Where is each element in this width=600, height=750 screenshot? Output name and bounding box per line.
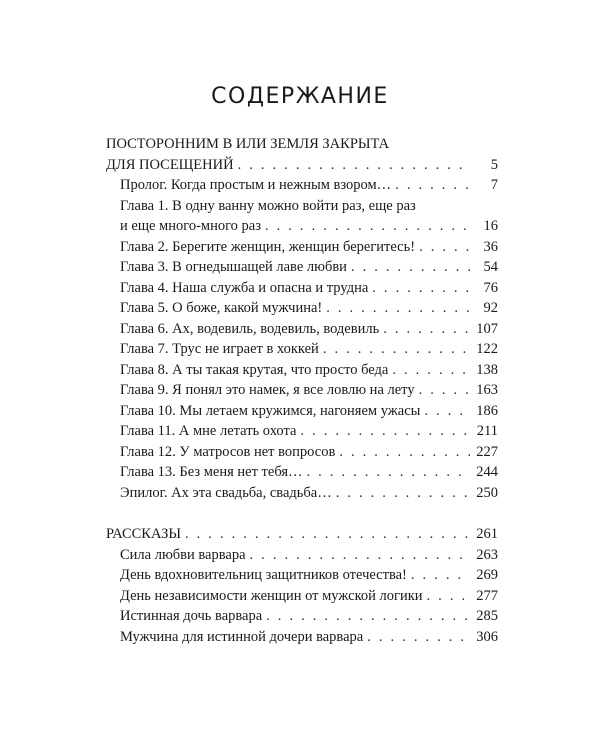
entry-title: Глава 9. Я понял это намек, я все ловлю на лету: [120, 382, 415, 398]
toc-entry[interactable]: [106, 462, 498, 483]
dot-leader: [395, 175, 470, 196]
entry-title: Глава 11. А мне летать охота: [120, 423, 297, 439]
entry-title-cont: и еще много-много раз: [120, 218, 261, 234]
page-number: 227: [476, 443, 498, 460]
entry-title: Глава 7. Трус не играет в хоккей: [120, 341, 319, 357]
entry-title: Пролог. Когда простым и нежным взором…: [120, 177, 392, 193]
page-number: 186: [476, 402, 498, 419]
part1-heading-line2[interactable]: [106, 155, 498, 176]
section-spacer: [106, 503, 498, 524]
dot-leader: [250, 545, 470, 566]
dot-leader: [383, 319, 470, 340]
toc-entry[interactable]: [106, 401, 498, 422]
entry-title: Глава 2. Берегите женщин, женщин берегитесь!: [120, 238, 416, 255]
toc-entry[interactable]: [106, 175, 498, 196]
entry-title: День независимости женщин от мужской логики: [120, 587, 423, 604]
entry-title: Истинная дочь варвара: [120, 608, 263, 624]
entry-title: Эпилог. Ах эта свадьба, свадьба…: [120, 484, 332, 501]
dot-leader: [351, 257, 470, 278]
dot-leader: [326, 298, 470, 319]
page-number: 250: [476, 484, 498, 501]
entry-title: Глава 8. А ты такая крутая, что просто беда: [120, 361, 389, 378]
toc-entry[interactable]: [106, 339, 498, 360]
toc-entry[interactable]: [106, 360, 498, 381]
toc-entry[interactable]: [106, 278, 498, 299]
part2-heading[interactable]: [106, 524, 498, 545]
page-number: 277: [476, 587, 498, 604]
toc-entry[interactable]: [106, 565, 498, 586]
entry-title: Глава 10. Мы летаем кружимся, нагоняем ужасы: [120, 402, 421, 419]
page-number: 107: [476, 320, 498, 337]
page-number: 244: [476, 464, 498, 480]
toc-entry-first-line[interactable]: [106, 196, 498, 217]
toc-entry[interactable]: [106, 421, 498, 442]
part1-heading-text-cont: ДЛЯ ПОСЕЩЕНИЙ: [106, 156, 234, 173]
entry-title: День вдохновительниц защитников отечества!: [120, 567, 407, 583]
entry-title: Глава 1. В одну ванну можно войти раз, еще раз: [120, 197, 416, 214]
dot-leader: [419, 237, 470, 258]
toc-entry[interactable]: [106, 586, 498, 607]
entry-title: Глава 4. Наша служба и опасна и трудна: [120, 279, 369, 296]
toc-entry[interactable]: [106, 606, 498, 627]
dot-leader: [392, 360, 470, 381]
part2-heading-text: РАССКАЗЫ: [106, 526, 181, 542]
dot-leader: [367, 627, 470, 648]
page-number: 263: [476, 546, 498, 563]
toc-entry-second-line[interactable]: [106, 216, 498, 237]
dot-leader: [339, 442, 470, 463]
entry-title: Сила любви варвара: [120, 546, 246, 563]
page-number: 306: [476, 628, 498, 645]
page-number: 16: [483, 218, 498, 234]
page-number: 7: [490, 177, 498, 193]
table-of-contents: [106, 134, 498, 647]
toc-entry[interactable]: [106, 257, 498, 278]
dot-leader: [265, 216, 470, 237]
dot-leader: [419, 380, 470, 401]
entry-title: Глава 5. О боже, какой мужчина!: [120, 300, 323, 316]
toc-entry[interactable]: [106, 545, 498, 566]
entry-title: Мужчина для истинной дочери варвара: [120, 628, 364, 645]
dot-leader: [185, 524, 470, 545]
page-number: 54: [483, 259, 498, 275]
page-number: 261: [476, 526, 498, 542]
entry-title: Глава 6. Ах, водевиль, водевиль, водевиль: [120, 320, 380, 337]
part1-heading-text: ПОСТОРОННИМ В ИЛИ ЗЕМЛЯ ЗАКРЫТА: [106, 136, 390, 152]
page-number: 269: [476, 567, 498, 583]
dot-leader: [323, 339, 470, 360]
page-number: 92: [483, 300, 498, 316]
entry-title: Глава 13. Без меня нет тебя…: [120, 464, 303, 480]
page-number: 211: [476, 423, 498, 439]
toc-entry[interactable]: [106, 237, 498, 258]
page-number: 138: [476, 361, 498, 378]
dot-leader: [411, 565, 470, 586]
page-number: 36: [483, 238, 498, 255]
dot-leader: [372, 278, 470, 299]
page-number: 285: [476, 608, 498, 624]
page-number: 163: [476, 382, 498, 398]
page-number: 5: [490, 156, 498, 173]
dot-leader: [300, 421, 470, 442]
toc-entry[interactable]: [106, 319, 498, 340]
entry-title: Глава 3. В огнедышащей лаве любви: [120, 259, 347, 275]
page-title: СОДЕРЖАНИЕ: [211, 84, 389, 109]
entry-title: Глава 12. У матросов нет вопросов: [120, 443, 336, 460]
toc-entry[interactable]: [106, 380, 498, 401]
toc-entry[interactable]: [106, 442, 498, 463]
toc-entry[interactable]: [106, 298, 498, 319]
page-number: 76: [483, 279, 498, 296]
dot-leader: [266, 606, 470, 627]
dot-leader: [427, 586, 470, 607]
dot-leader: [238, 155, 470, 176]
page-number: 122: [476, 341, 498, 357]
dot-leader: [307, 462, 470, 483]
dot-leader: [424, 401, 470, 422]
toc-entry[interactable]: [106, 627, 498, 648]
dot-leader: [336, 483, 470, 504]
toc-entry[interactable]: [106, 483, 498, 504]
part1-heading-line1: [106, 134, 498, 155]
